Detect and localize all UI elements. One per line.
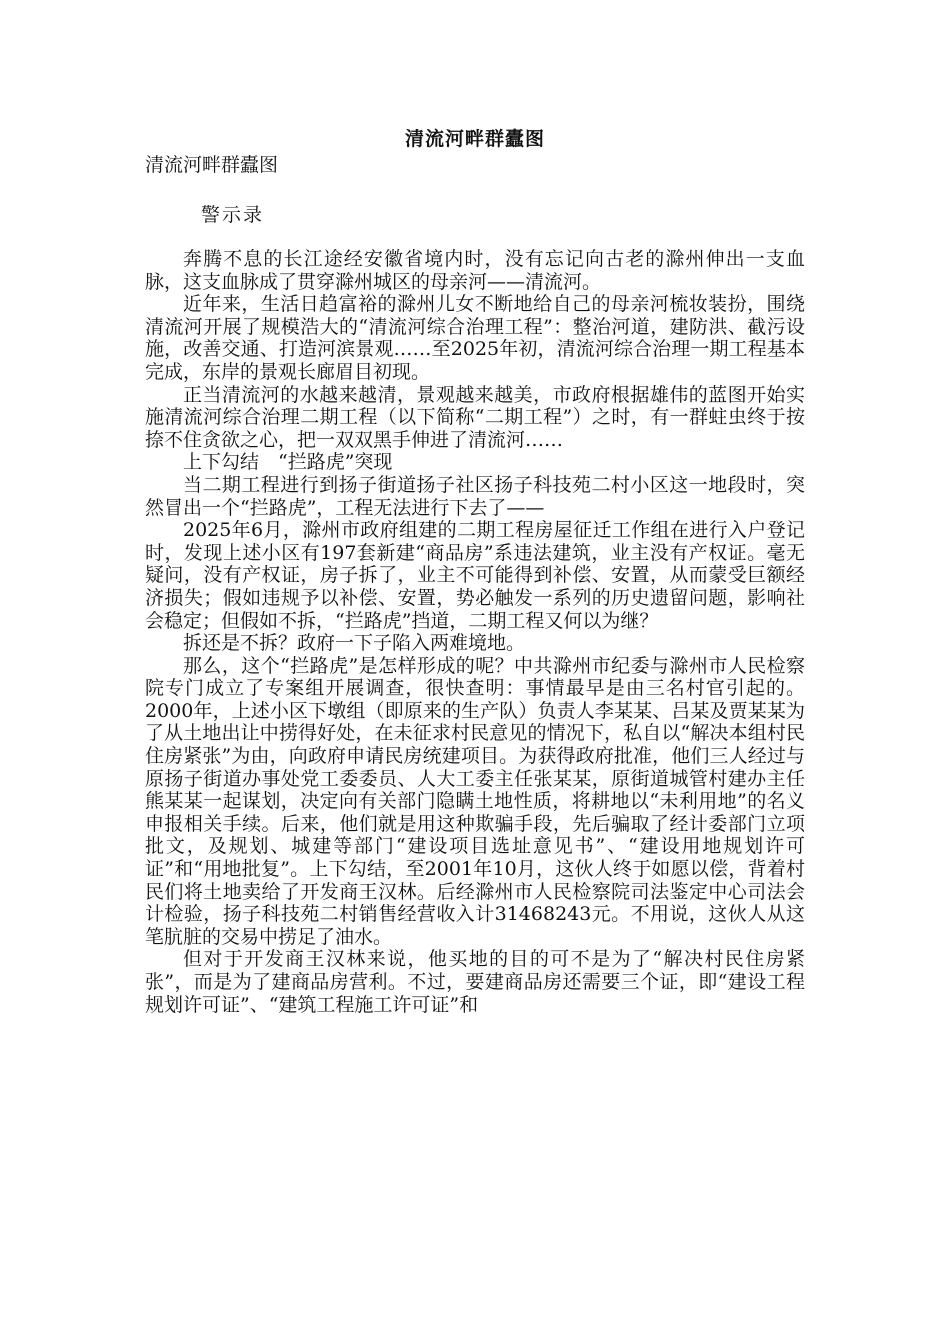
- section-label: 警示录: [201, 204, 265, 226]
- paragraph: 拆还是不拆？政府一下子陷入两难境地。: [183, 632, 526, 655]
- section-heading: 上下勾结 “拦路虎”突现: [183, 451, 393, 474]
- paragraph: 但对于开发商王汉林来说，他买地的目的可不是为了“解决村民住房紧张”，而是为了建商品房营利。不过，要建商品房还需要三个证，即“建设工程规划许可证”、“建筑工程施工许可证”和: [145, 948, 805, 1016]
- body-text: [145, 248, 805, 1016]
- paragraph: 那么，这个“拦路虎”是怎样形成的呢？中共滁州市纪委与滁州市人民检察院专门成立了专案组开展调查，很快查明：事情最早是由三名村官引起的。2000年，上述小区下墩组（即原来的生产队）负责人李某某、吕某及贾某某为了从土地出让中捞得好处，在未征求村民意见的情况下，私自以“解决本组村民住房紧张”为由，向政府申请民房统建项目。为获得政府批准，他们三人经过与原扬子街道办事处党工委委员、人大工委主任张某某，原街道城管村建办主任熊某某一起谋划，决定向有关部门隐瞒土地性质，将耕地以“未利用地”的名义申报相关手续。后来，他们就是用这种欺骗手段，先后骗取了经计委部门立项批文，及规划、城建等部门“建设项目选址意见书”、“建设用地规划许可证”和“用地批复”。上下勾结，至2001年10月，这伙人终于如愿以偿，背着村民们将土地卖给了开发商王汉林。后经滁州市人民检察院司法鉴定中心司法会计检验，扬子科技苑二村销售经营收入计31468243元。不用说，这伙人从这笔肮脏的交易中捞足了油水。: [145, 654, 805, 948]
- paragraph: 近年来，生活日趋富裕的滁州儿女不断地给自己的母亲河梳妆装扮，围绕清流河开展了规模浩大的“清流河综合治理工程”：整治河道，建防洪、截污设施，改善交通、打造河滨景观……至2025年初，清流河综合治理一期工程基本完成，东岸的景观长廊眉目初现。: [145, 293, 805, 383]
- paragraph: 正当清流河的水越来越清，景观越来越美，市政府根据雄伟的蓝图开始实施清流河综合治理二期工程（以下简称“二期工程”）之时，有一群蛀虫终于按捺不住贪欲之心，把一双双黑手伸进了清流河……: [145, 383, 805, 451]
- paragraph: 奔腾不息的长江途经安徽省境内时，没有忘记向古老的滁州伸出一支血脉，这支血脉成了贯穿滁州城区的母亲河——清流河。: [145, 248, 805, 293]
- paragraph: 当二期工程进行到扬子街道扬子社区扬子科技苑二村小区这一地段时，突然冒出一个“拦路虎”，工程无法进行下去了——: [145, 473, 805, 519]
- page-title: 清流河畔群蠹图: [404, 128, 545, 150]
- document-subtitle: 清流河畔群蠹图: [145, 154, 279, 176]
- paragraph: 2025年6月，滁州市政府组建的二期工程房屋征迁工作组在进行入户登记时，发现上述小区有197套新建“商品房”系违法建筑，业主没有产权证。毫无疑问，没有产权证，房子拆了，业主不可能得到补偿、安置，从而蒙受巨额经济损失；假如违规予以补偿、安置，势必触发一系列的历史遗留问题，影响社会稳定；但假如不拆，“拦路虎”挡道，二期工程又何以为继？: [145, 519, 805, 632]
